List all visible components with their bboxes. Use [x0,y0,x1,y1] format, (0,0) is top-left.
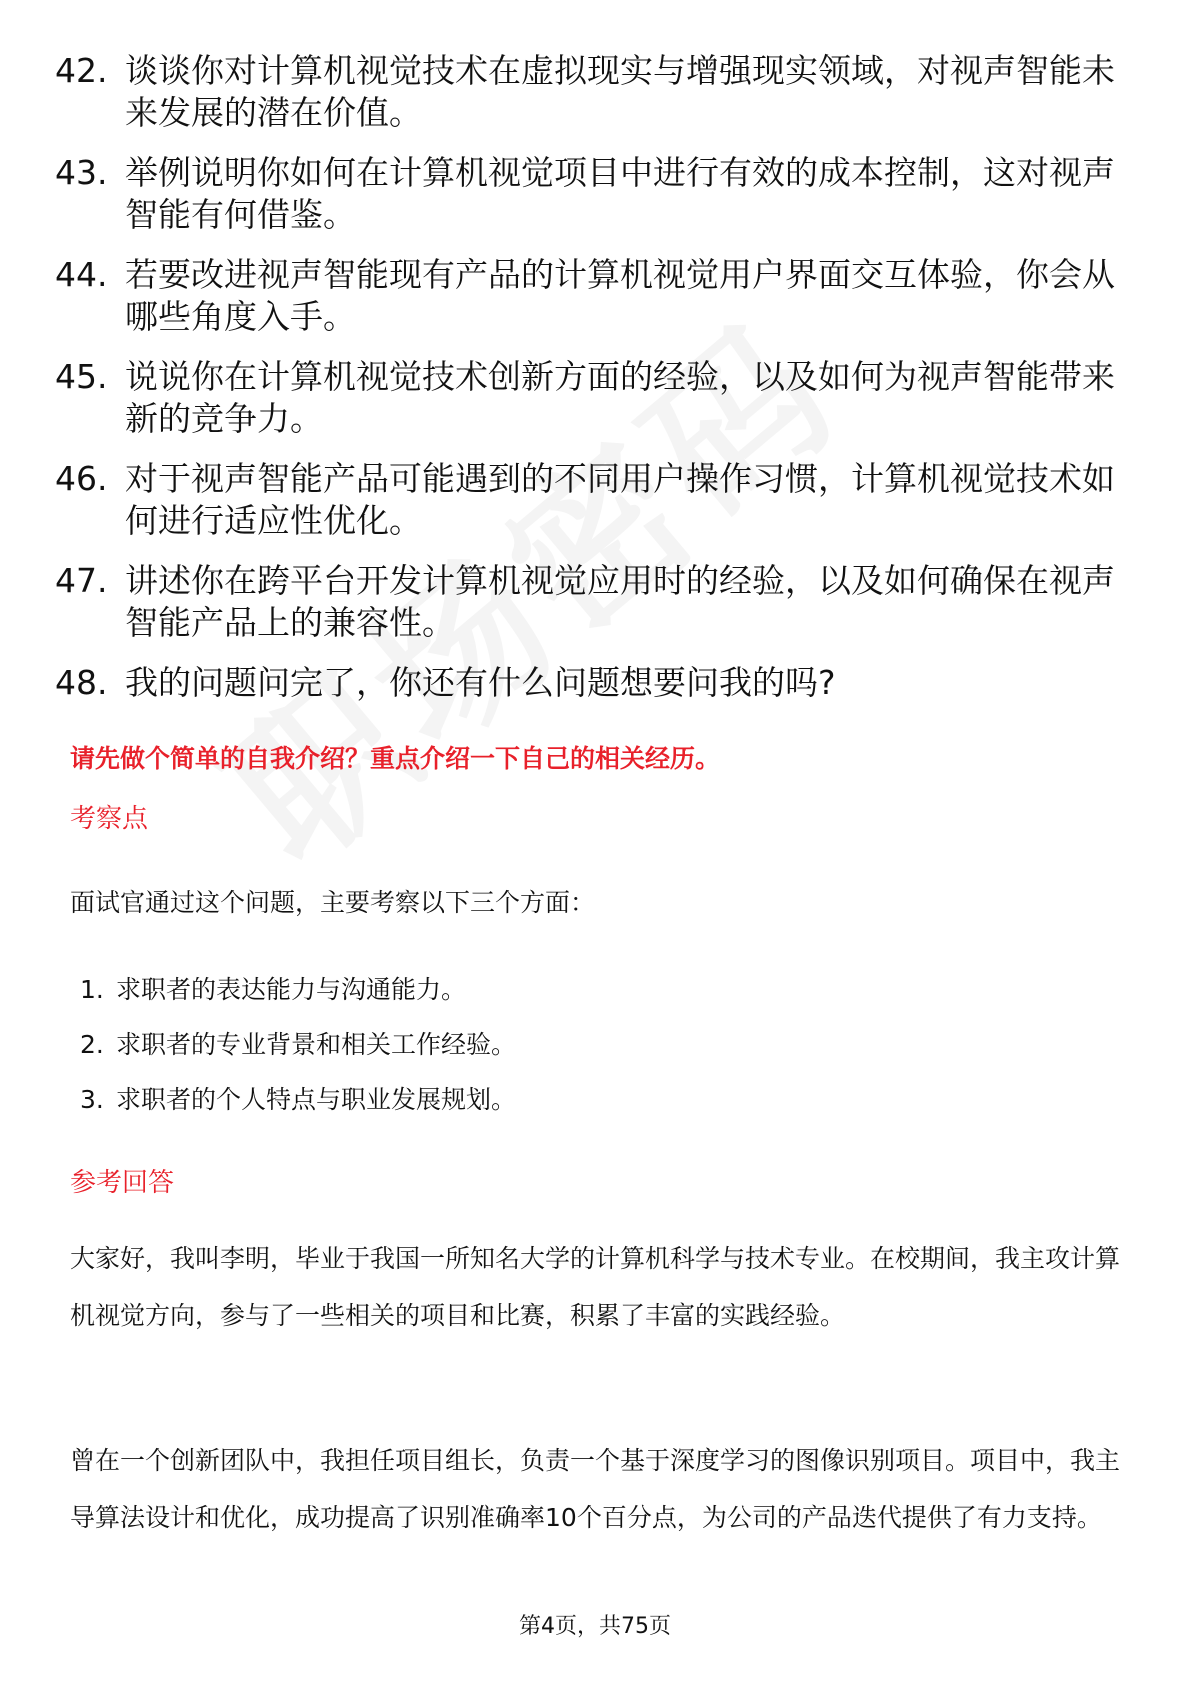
question-number: 47. [55,561,108,600]
focus-item [80,1072,1080,1127]
focus-item-number: 1. [80,975,104,1004]
focus-item-text: 求职者的专业背景和相关工作经验。 [116,1030,517,1059]
question-item [55,458,1135,542]
question-item [55,254,1135,338]
focus-intro: 面试官通过这个问题，主要考察以下三个方面： [70,888,596,917]
question-text: 我的问题问完了，你还有什么问题想要问我的吗? [125,663,836,702]
question-number: 48. [55,663,108,702]
intro-question-heading: 请先做个简单的自我介绍？重点介绍一下自己的相关经历。 [70,744,721,773]
answer-label: 参考回答 [70,1168,175,1198]
question-number: 43. [55,153,108,192]
question-number: 42. [55,51,108,90]
question-item [55,50,1135,134]
focus-item-text: 求职者的个人特点与职业发展规划。 [116,1085,517,1114]
question-number: 46. [55,459,108,498]
focus-item-number: 3. [80,1085,104,1114]
question-item [55,356,1135,440]
question-item [55,152,1135,236]
focus-item [80,962,1080,1017]
question-item [55,560,1135,644]
question-text: 若要改进视声智能现有产品的计算机视觉用户界面交互体验，你会从哪些角度入手。 [125,255,1115,336]
focus-item-number: 2. [80,1030,104,1059]
question-text: 举例说明你如何在计算机视觉项目中进行有效的成本控制，这对视声智能有何借鉴。 [125,153,1115,234]
focus-item [80,1017,1080,1072]
question-text: 对于视声智能产品可能遇到的不同用户操作习惯，计算机视觉技术如何进行适应性优化。 [125,459,1115,540]
answer-paragraph: 大家好，我叫李明，毕业于我国一所知名大学的计算机科学与技术专业。在校期间，我主攻计算机视觉方向，参与了一些相关的项目和比赛，积累了丰富的实践经验。 [70,1244,1121,1330]
focus-item-text: 求职者的表达能力与沟通能力。 [116,975,467,1004]
question-text: 谈谈你对计算机视觉技术在虚拟现实与增强现实领域，对视声智能未来发展的潜在价值。 [125,51,1115,132]
focus-label: 考察点 [70,804,149,834]
question-text: 讲述你在跨平台开发计算机视觉应用时的经验，以及如何确保在视声智能产品上的兼容性。 [125,561,1115,642]
page-footer: 第4页，共75页 [519,1614,671,1639]
question-item [55,662,1135,704]
question-list [55,50,1135,722]
question-number: 44. [55,255,108,294]
question-number: 45. [55,357,108,396]
answer-paragraph: 曾在一个创新团队中，我担任项目组长，负责一个基于深度学习的图像识别项目。项目中，我主导算法设计和优化，成功提高了识别准确率10个百分点，为公司的产品迭代提供了有力支持。 [70,1446,1121,1532]
focus-list [80,962,1080,1127]
question-text: 说说你在计算机视觉技术创新方面的经验，以及如何为视声智能带来新的竞争力。 [125,357,1115,438]
